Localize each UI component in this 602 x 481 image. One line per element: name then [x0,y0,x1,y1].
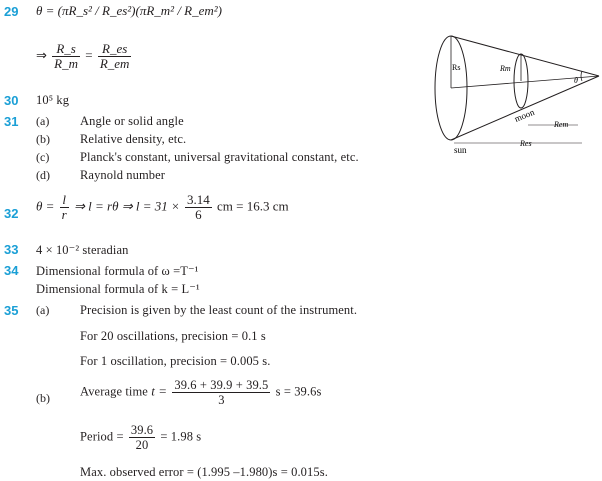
q34-line-2: Dimensional formula of k = L⁻¹ [36,282,200,296]
label-rem: Rem [554,120,569,129]
q34-line-1: Dimensional formula of ω =T⁻¹ [36,264,199,278]
question-number-32: 32 [4,206,19,221]
question-number-35: 35 [4,303,19,318]
q29-equation-1: θ = (πR_s² / R_es²)(πR_m² / R_em²) [36,3,223,18]
label-moon: moon [513,106,536,124]
average-time-result: s = 39.6s [275,384,322,399]
q35-a-line-1: Precision is given by the least count of the instrument. [80,303,358,317]
q29-equation-2 [36,42,133,71]
q32-theta-equals: θ = [36,198,55,214]
q32-fraction-denominator: r [61,207,67,222]
q35-average-time [80,378,321,407]
q31-item-label: (a) [36,114,50,128]
q29-rhs-fraction [98,42,132,71]
cone-upper-edge [451,36,599,76]
q32-fraction-numerator: 3.14 [187,192,210,207]
q35-a-line-3: For 1 oscillation, precision = 0.005 s. [80,354,271,368]
period-fraction [129,423,155,452]
q32-middle-expression: ⇒ l = rθ ⇒ l = 31 × [73,198,180,214]
question-number-31: 31 [4,114,19,129]
average-time-denominator: 3 [218,393,225,407]
angle-arc [581,71,582,81]
q31-item-text: Planck's constant, universal gravitational constant, etc. [80,150,359,164]
q29-rhs-denominator: R_em [99,56,130,71]
q31-item-text: Raynold number [80,168,166,182]
period-numerator: 39.6 [130,423,154,437]
period-equals: = [116,429,124,444]
q35-period [80,423,201,452]
q29-rhs-numerator: R_es [98,42,132,57]
q30-answer: 10⁵ kg [36,93,70,107]
q35-part-b-label: (b) [36,391,50,405]
q29-lhs-fraction [52,42,80,71]
label-res: Res [520,139,532,148]
period-result: = 1.98 s [160,429,202,444]
q31-item-label: (c) [36,150,50,164]
average-time-label: Average time [80,384,148,399]
label-rs: Rs [452,63,461,72]
label-rm: Rm [500,64,511,73]
q33-answer: 4 × 10⁻² steradian [36,243,129,257]
label-theta: θ [574,76,578,85]
question-number-33: 33 [4,242,19,257]
q32-equation [36,193,289,222]
q32-fraction-l-over-r [60,193,69,222]
average-time-symbol: t = [151,383,168,399]
q32-fraction-numerator: l [60,193,69,208]
sun-moon-cone-diagram [430,30,602,158]
q32-fraction-denominator: 6 [195,207,202,222]
average-time-fraction [172,378,270,407]
cone-lower-edge [451,76,599,140]
question-number-30: 30 [4,93,19,108]
q31-item-text: Angle or solid angle [80,114,184,128]
q35-max-error: Max. observed error = (1.995 –1.980)s = 0.015s. [80,465,328,479]
period-denominator: 20 [135,438,149,452]
q35-part-a-label: (a) [36,303,50,317]
q32-result: cm = 16.3 cm [217,198,289,214]
q29-lhs-numerator: R_s [52,42,80,57]
label-sun: sun [454,145,467,155]
average-time-numerator: 39.6 + 39.9 + 39.5 [174,378,269,392]
equals-sign: = [85,47,93,63]
q31-item-text: Relative density, etc. [80,132,187,146]
q32-fraction-pi-over-six [185,193,212,222]
question-number-34: 34 [4,263,19,278]
question-number-29: 29 [4,4,19,19]
implies-symbol: ⇒ [36,47,47,63]
q35-a-line-2: For 20 oscillations, precision = 0.1 s [80,329,266,343]
q29-lhs-denominator: R_m [54,56,78,71]
q31-item-label: (d) [36,168,50,182]
period-label: Period [80,429,114,444]
q31-item-label: (b) [36,132,50,146]
